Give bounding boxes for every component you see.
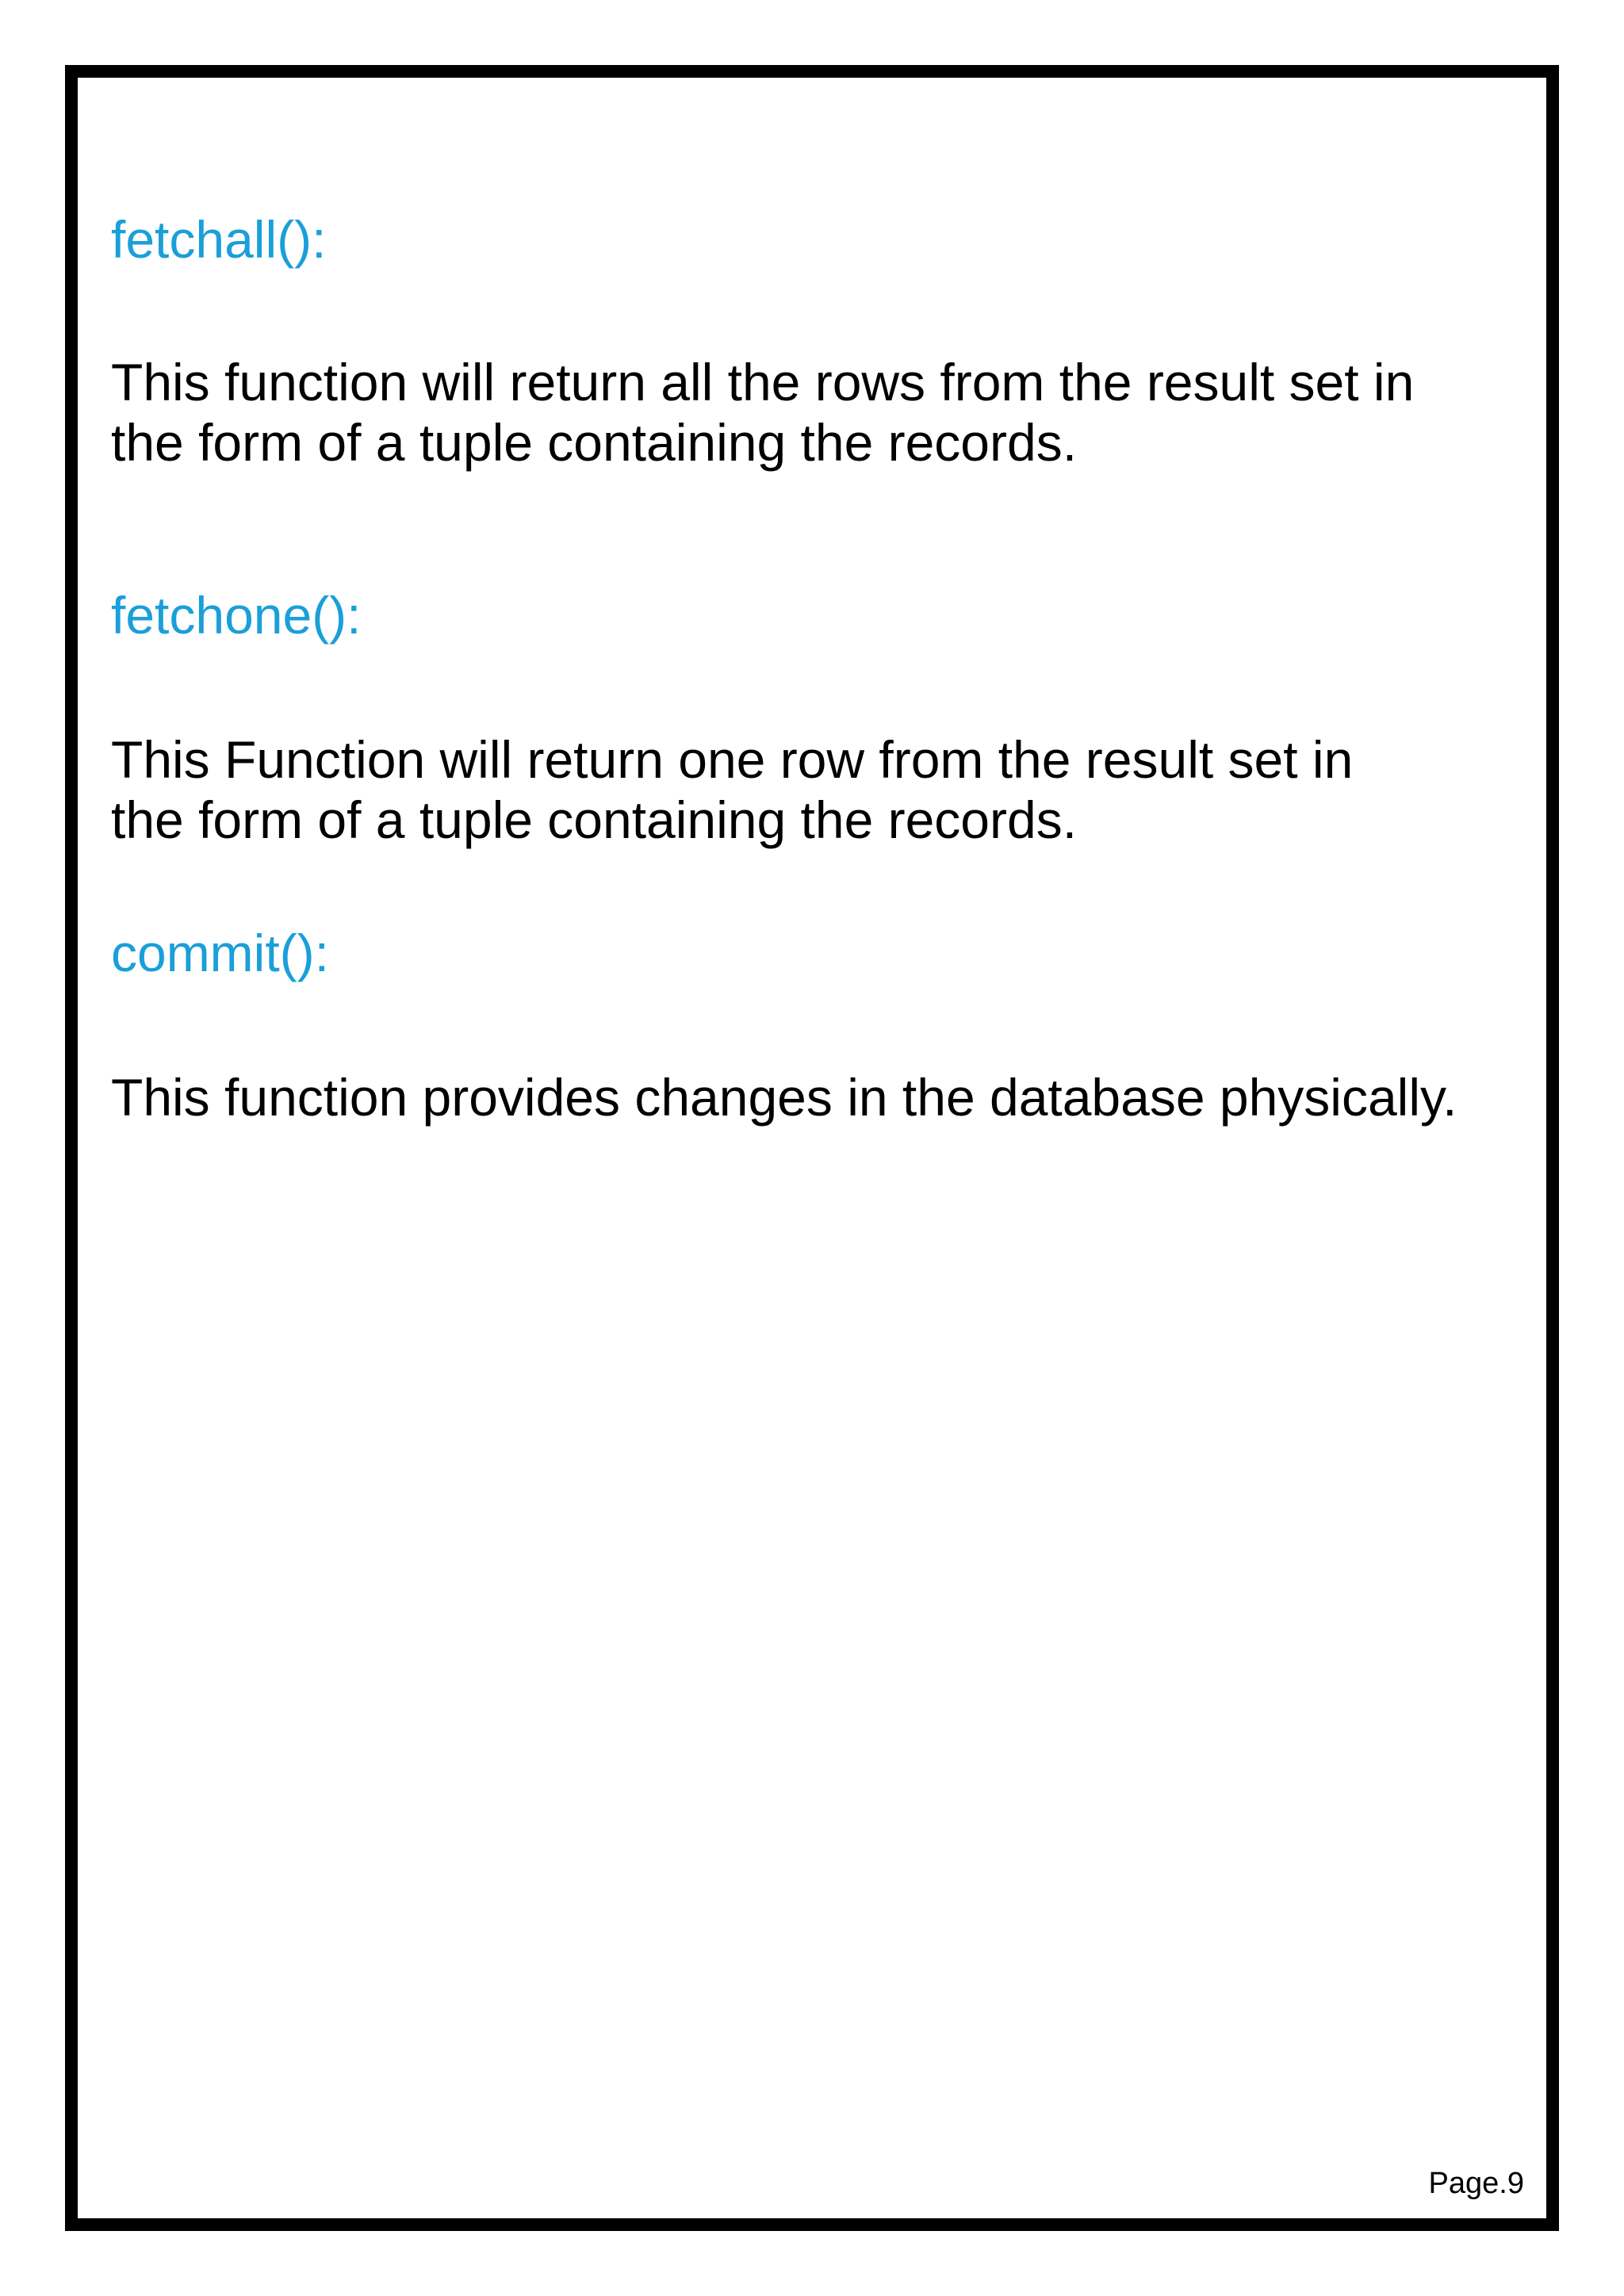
fetchone-heading: fetchone(): <box>111 586 362 645</box>
page-frame <box>65 65 1559 2231</box>
fetchall-heading: fetchall(): <box>111 210 327 269</box>
commit-heading: commit(): <box>111 924 329 982</box>
fetchall-description-line: the form of a tuple containing the records. <box>111 413 1078 472</box>
fetchone-description-line: the form of a tuple containing the records. <box>111 790 1078 849</box>
fetchall-description <box>111 352 1414 473</box>
page-number: Page.9 <box>1428 2167 1524 2200</box>
fetchall-description-line: This function will return all the rows from the result set in <box>111 353 1415 411</box>
commit-description-line: This function provides changes in the database physically. <box>111 1068 1457 1127</box>
commit-description <box>111 1067 1457 1127</box>
fetchone-description <box>111 729 1353 850</box>
fetchone-description-line: This Function will return one row from the result set in <box>111 730 1354 789</box>
